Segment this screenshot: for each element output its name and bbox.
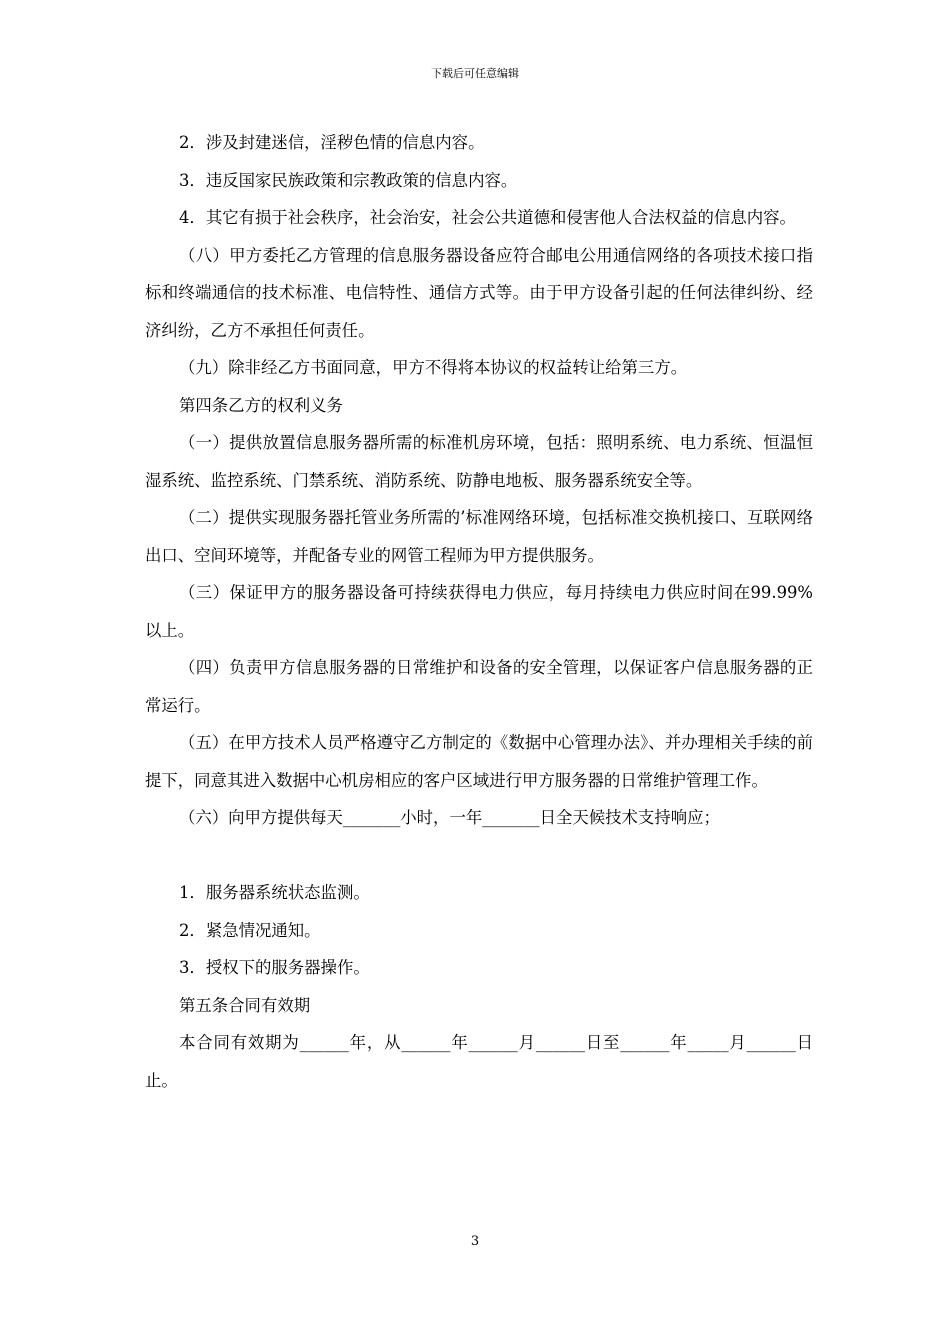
paragraph-duty-5: （五）在甲方技术人员严格遵守乙方制定的《数据中心管理办法》、并办理相关手续的前提下，同意其进入数据中心机房相应的客户区域进行甲方服务器的日常维护管理工作。 <box>145 733 813 790</box>
blank-line <box>145 837 813 875</box>
section-heading-article-4: 第四条乙方的权利义务 <box>179 395 343 415</box>
section-heading-article-5: 第五条合同有效期 <box>179 995 311 1015</box>
page-header-note: 下载后可任意编辑 <box>431 67 519 80</box>
paragraph-item-4: 4．其它有损于社会秩序，社会治安，社会公共道德和侵害他人合法权益的信息内容。 <box>179 208 796 227</box>
paragraph-duty-3: （三）保证甲方的服务器设备可持续获得电力供应，每月持续电力供应时间在99.99%以上。 <box>145 583 813 640</box>
paragraph-duty-4: （四）负责甲方信息服务器的日常维护和设备的安全管理，以保证客户信息服务器的正常运行。 <box>145 658 813 715</box>
paragraph-clause-9: （九）除非经乙方书面同意，甲方不得将本协议的权益转让给第三方。 <box>179 358 688 377</box>
paragraph-duty-1: （一）提供放置信息服务器所需的标准机房环境，包括：照明系统、电力系统、恒温恒湿系统、监控系统、门禁系统、消防系统、防静电地板、服务器系统安全等。 <box>145 433 813 490</box>
list-item-authorized-ops: 3．授权下的服务器操作。 <box>179 958 370 977</box>
paragraph-clause-8: （八）甲方委托乙方管理的信息服务器设备应符合邮电公用通信网络的各项技术接口指标和终端通信的技术标准、电信特性、通信方式等。由于甲方设备引起的任何法律纠纷、经济纠纷，乙方不承担任何责任。 <box>145 245 813 340</box>
paragraph-duty-2: （二）提供实现服务器托管业务所需的’标准网络环境，包括标准交换机接口、互联网络出口、空间环境等，并配备专业的网管工程师为甲方提供服务。 <box>145 508 813 565</box>
page-number: 3 <box>470 1234 480 1249</box>
paragraph-duty-6: （六）向甲方提供每天_______小时，一年_______日全天候技术支持响应； <box>179 808 720 827</box>
list-item-emergency: 2．紧急情况通知。 <box>179 920 321 940</box>
paragraph-item-2: 2．涉及封建迷信，淫秽色情的信息内容。 <box>179 133 485 152</box>
paragraph-item-3: 3．违反国家民族政策和宗教政策的信息内容。 <box>179 170 518 190</box>
list-item-monitoring: 1．服务器系统状态监测。 <box>179 883 370 902</box>
document-body <box>145 124 813 1099</box>
paragraph-validity-term: 本合同有效期为______年，从______年______月______日至______年_____月______日止。 <box>145 1033 813 1090</box>
